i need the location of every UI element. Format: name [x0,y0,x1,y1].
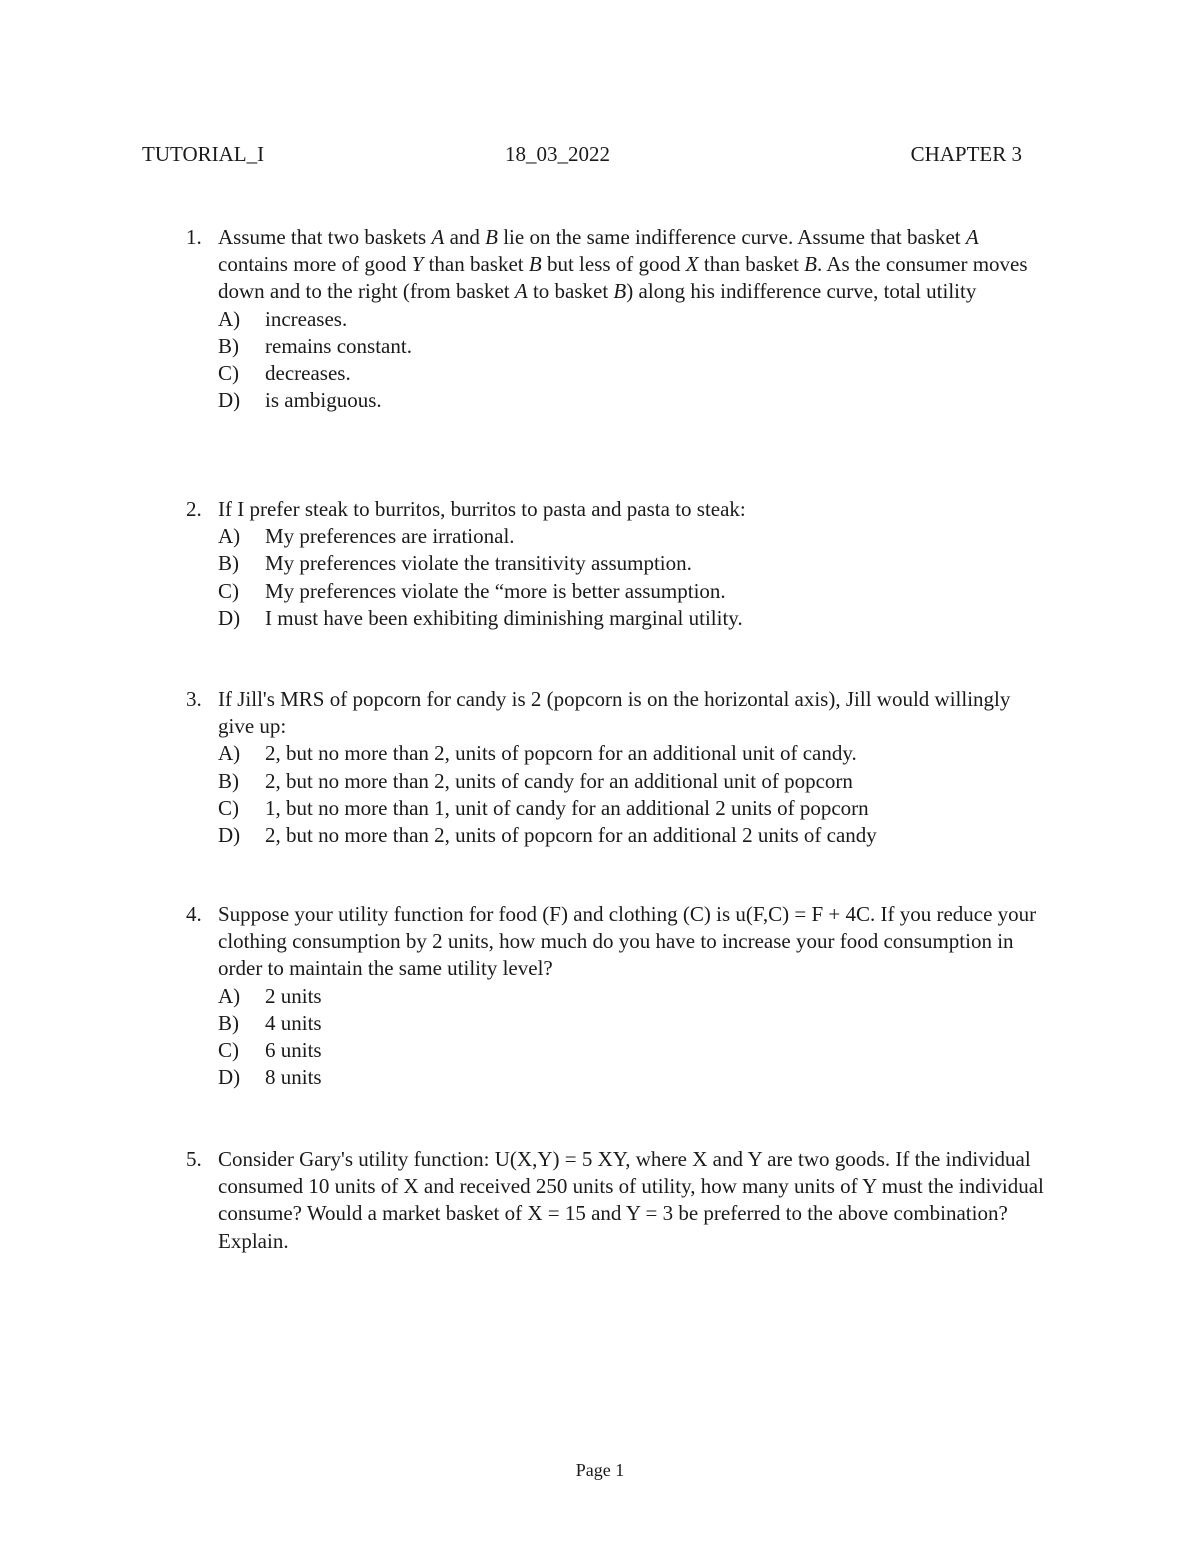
answer-option: B) remains constant. [218,333,412,358]
answer-option: A) 2 units [218,983,322,1008]
question-number: 1. [186,225,202,249]
header-tutorial: TUTORIAL_I [142,142,265,166]
answer-option: C) 6 units [218,1037,322,1062]
answer-option: D) I must have been exhibiting diminishing marginal utility. [218,605,743,630]
answer-option: B) My preferences violate the transitivity assumption. [218,551,692,576]
answer-options [218,523,1046,632]
answer-option: A) 2, but no more than 2, units of popcorn for an additional unit of candy. [218,741,857,766]
answer-option: B) 2, but no more than 2, units of candy for an additional unit of popcorn [218,768,853,793]
answer-options [218,306,1046,415]
answer-option: A) increases. [218,306,348,331]
question-text: Assume that two baskets A and B lie on the same indifference curve. Assume that basket A contains more of good Y than basket B but less of good X than basket B. As the consumer moves down and to the right (from basket A to basket B) along his indifference curve, total utility [218,225,1028,304]
page-footer [0,1460,1200,1481]
question-3 [186,686,1046,849]
question-text: If Jill's MRS of popcorn for candy is 2 (popcorn is on the horizontal axis), Jill would willingly give up: [218,687,1011,739]
page-number: Page 1 [575,1460,625,1480]
answer-option: D) 2, but no more than 2, units of popcorn for an additional 2 units of candy [218,822,877,847]
answer-options [218,983,1046,1092]
question-text: Consider Gary's utility function: U(X,Y) = 5 XY, where X and Y are two goods. If the individual consumed 10 units of X and received 250 units of utility, how many units of Y must the individual consume? Would a market basket of X = 15 and Y = 3 be preferred to the above combination? Explain. [218,1147,1044,1253]
answer-option: C) decreases. [218,360,351,385]
answer-option: B) 4 units [218,1010,322,1035]
question-5 [186,1146,1046,1255]
question-4 [186,901,1046,1091]
question-text: If I prefer steak to burritos, burritos to pasta and pasta to steak: [218,497,746,521]
answer-option: D) is ambiguous. [218,388,382,413]
question-number: 4. [186,902,202,926]
question-number: 3. [186,687,202,711]
question-2 [186,496,1046,632]
answer-options [218,740,1046,849]
answer-option: A) My preferences are irrational. [218,524,515,549]
answer-option: D) 8 units [218,1065,322,1090]
header-chapter: CHAPTER 3 [910,142,1022,166]
header-date: 18_03_2022 [505,142,610,166]
question-text: Suppose your utility function for food (F) and clothing (C) is u(F,C) = F + 4C. If you reduce your clothing consumption by 2 units, how much do you have to increase your food consumption in order to maintain the same utility level? [218,902,1037,981]
question-number: 2. [186,497,202,521]
question-number: 5. [186,1147,202,1171]
answer-option: C) 1, but no more than 1, unit of candy for an additional 2 units of popcorn [218,795,869,820]
page-header [142,142,1022,172]
answer-option: C) My preferences violate the “more is better assumption. [218,578,726,603]
question-1 [186,224,1046,414]
